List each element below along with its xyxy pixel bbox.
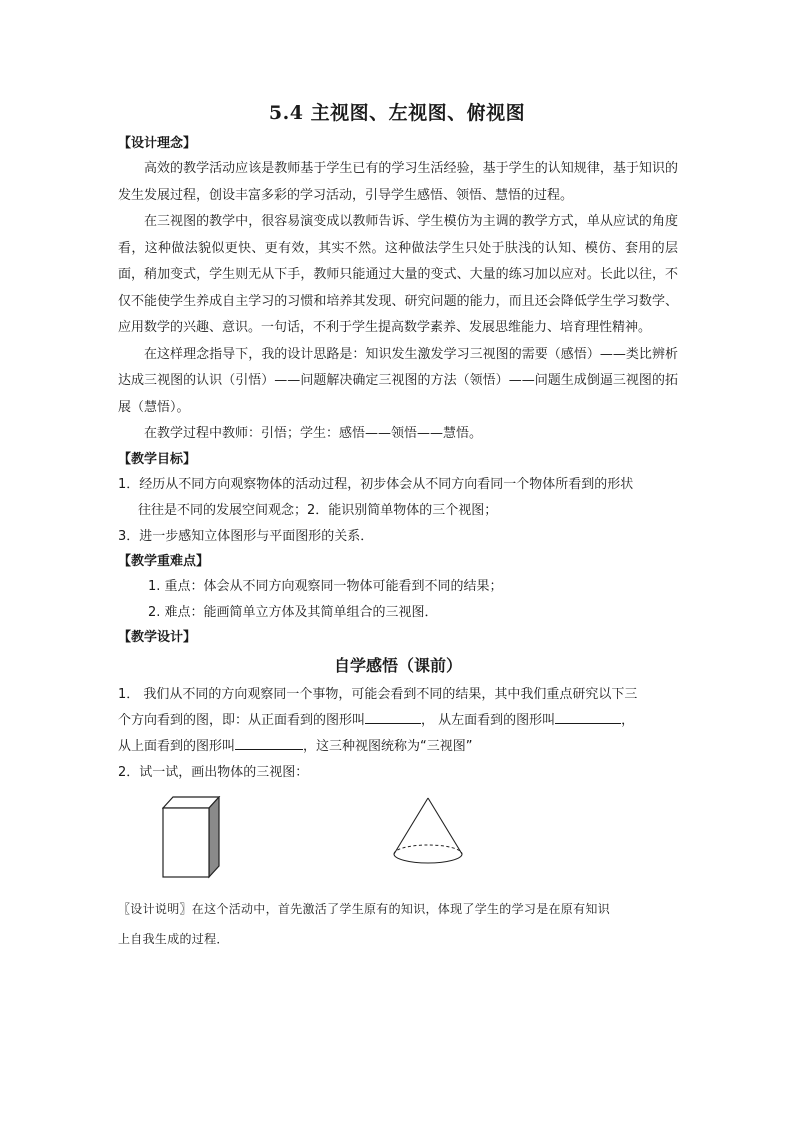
key-point-2: 2. 难点：能画简单立方体及其简单组合的三视图． <box>148 604 438 620</box>
goal-3: 3．进一步感知立体图形与平面图形的关系． <box>118 528 374 544</box>
design-concept-paragraph-1 <box>118 156 678 209</box>
text-fragment: ， 从左面看到的图形叫 <box>421 712 556 728</box>
key-point-1: 1. 重点：体会从不同方向观察同一物体可能看到不同的结果； <box>148 578 503 594</box>
design-concept-paragraph-3 <box>118 342 678 422</box>
figures-row <box>118 786 678 894</box>
text-line: 高效的教学活动应该是教师基于学生已有的学习生活经验，基于学生的认知规律，基于 <box>144 161 639 176</box>
design-note <box>118 894 678 954</box>
text-line: 长此以往，不仅不能使学生养成自主学习的习惯和培养其发现、研究问题的能力，而且还会 <box>118 267 678 309</box>
document-body <box>118 132 678 954</box>
design-concept-paragraph-2 <box>118 209 678 342</box>
text-line: 倒逼三视图的拓展（慧悟）。 <box>118 373 678 415</box>
text-line: 知识的发生发展过程，创设丰富多彩的学习活动，引导学生感悟、领悟、慧悟的过程。 <box>118 161 678 203</box>
text-line: 在三视图的教学中，很容易演变成以教师告诉、学生模仿为主调的教学方式，单从应试 <box>144 214 639 229</box>
note-line: 上自我生成的过程． <box>118 931 229 946</box>
design-concept-paragraph-4: 在教学过程中教师：引悟；学生：感悟——领悟——慧悟。 <box>144 426 483 441</box>
text-fragment: 个方向看到的图，即：从正面看到的图形叫 <box>118 712 366 728</box>
answer-blank-left[interactable] <box>555 709 621 724</box>
key-points-heading: 【教学重难点】 <box>118 553 210 569</box>
goal-1-line-2: 往往是不同的发展空间观念；2．能识别简单物体的三个视图； <box>138 502 498 518</box>
teaching-design-heading: 【教学设计】 <box>118 629 197 645</box>
page-title: 5.4 主视图、左视图、俯视图 <box>268 102 526 124</box>
question-1-line-3 <box>118 734 678 760</box>
question-2: 2．试一试，画出物体的三视图： <box>118 764 309 780</box>
section-title: 自学感悟（课前） <box>333 655 462 675</box>
answer-blank-top[interactable] <box>235 735 303 750</box>
cone-figure <box>392 796 464 868</box>
text-line: 在这样理念指导下，我的设计思路是：知识发生激发学习三视图的需要（感悟）——类 <box>144 346 639 362</box>
goal-1-line-1: 1．经历从不同方向观察物体的活动过程，初步体会从不同方向看同一个物体所看到的形状 <box>118 476 634 492</box>
question-1-line-2 <box>118 708 678 734</box>
text-fragment: 从上面看到的图形叫 <box>118 738 236 754</box>
text-line: 能力、培育理性精神。 <box>521 320 652 335</box>
cuboid-figure <box>162 796 222 880</box>
text-line: 套用的层面，稍加变式，学生则无从下手，教师只能通过大量的变式、大量的练习加以应对。 <box>118 240 678 282</box>
question-1-line-1: 1． 我们从不同的方向观察同一个事物，可能会看到不同的结果，其中我们重点研究以下三 <box>118 686 638 702</box>
text-fragment: ， <box>621 712 635 728</box>
design-concept-heading: 【设计理念】 <box>118 136 197 151</box>
text-line: 的角度看，这种做法貌似更快、更有效，其实不然。这种做法学生只处于肤浅的认知、模仿、 <box>118 214 678 256</box>
text-fragment: ，这三种视图统称为“三视图” <box>303 738 473 754</box>
goals-heading: 【教学目标】 <box>118 451 197 467</box>
text-line: 比辨析达成三视图的认识（引悟）——问题解决确定三视图的方法（领悟）——问题生成 <box>118 346 678 388</box>
text-line: 降低学生学习数学、应用数学的兴趣、意识。一句话，不利于学生提高数学素养、发展思维 <box>118 293 678 335</box>
answer-blank-front[interactable] <box>365 709 421 724</box>
note-line: 〖设计说明〗在这个活动中，首先激活了学生原有的知识，体现了学生的学习是在原有知识 <box>118 901 611 916</box>
